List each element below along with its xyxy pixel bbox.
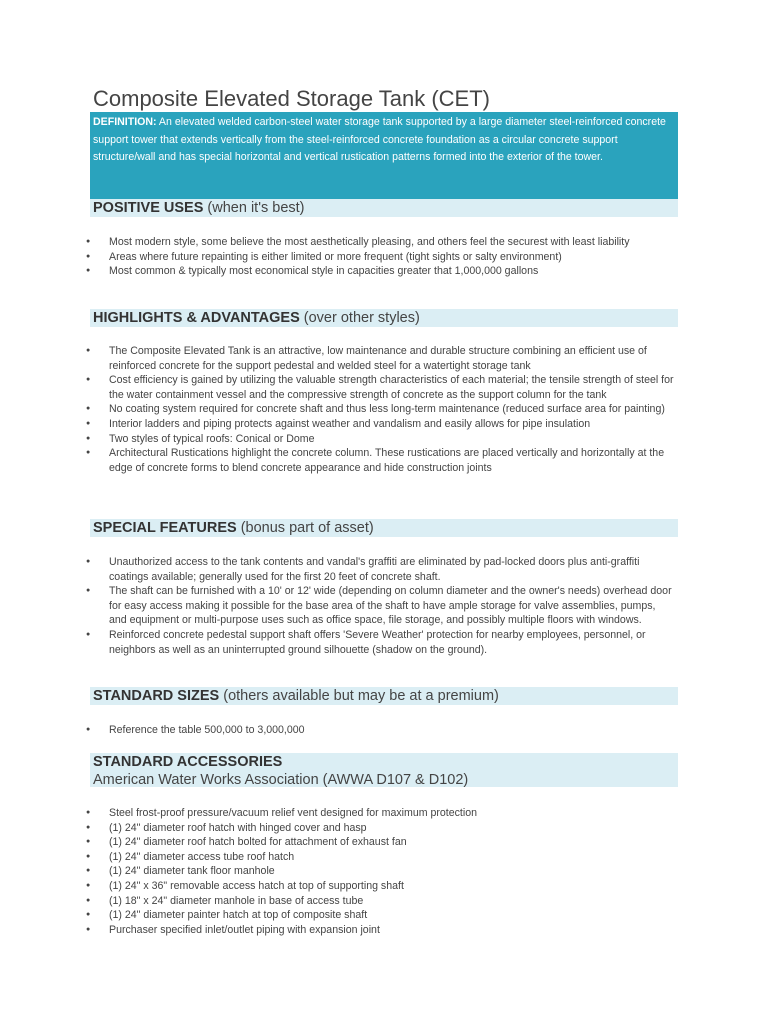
list-item: ● (1) 24" diameter roof hatch with hinged cover and hasp <box>86 821 676 836</box>
list-item: ● (1) 24" diameter painter hatch at top of composite shaft <box>86 908 676 923</box>
list-item: ● (1) 24" diameter access tube roof hatch <box>86 850 676 865</box>
list-item: ● Reference the table 500,000 to 3,000,000 <box>86 723 676 738</box>
section-subtitle: (over other styles) <box>299 310 420 326</box>
list-item: ● (1) 24" diameter roof hatch bolted for attachment of exhaust fan <box>86 835 676 850</box>
section-subtitle: (others available but may be at a premium) <box>219 688 499 704</box>
list-item: ● Reinforced concrete pedestal support shaft offers 'Severe Weather' protection for nearby employees, personnel, or neighbors as well as an uninterrupted ground silhouette (shadow on the ground). <box>86 628 676 657</box>
list-item: ● Unauthorized access to the tank contents and vandal's graffiti are eliminated by pad-locked doors plus anti-graffiti coatings available; generally used for the first 20 feet of concrete shaft. <box>86 555 676 584</box>
definition-label: DEFINITION: <box>93 116 157 128</box>
list-item: ● Most common & typically most economical style in capacities greater that 1,000,000 gallons <box>86 264 676 279</box>
list-item: ● Architectural Rustications highlight the concrete column. These rustications are placed vertically and horizontally at the edge of concrete forms to blend concrete appearance and hide construction joints <box>86 446 676 475</box>
list-item: ● The Composite Elevated Tank is an attractive, low maintenance and durable structure combining an efficient use of reinforced concrete for the support pedestal and welded steel for a watertight storage tank <box>86 344 676 373</box>
section-subtitle: American Water Works Association (AWWA D107 & D102) <box>93 772 469 788</box>
list-item: ● (1) 24" x 36" removable access hatch at top of supporting shaft <box>86 879 676 894</box>
section-heading-special-features <box>90 519 678 537</box>
standard-accessories-list <box>86 806 676 937</box>
section-subtitle: (when it's best) <box>203 200 305 216</box>
section-title: STANDARD SIZES <box>93 688 220 704</box>
section-heading-standard-sizes <box>90 687 678 705</box>
section-heading-positive-uses <box>90 199 678 217</box>
list-item: ● Cost efficiency is gained by utilizing the valuable strength characteristics of each material; the tensile strength of steel for the water containment vessel and the compressive strength of concrete as the support column for the tank <box>86 373 676 402</box>
section-title: STANDARD ACCESSORIES <box>93 754 283 770</box>
highlights-list <box>86 344 676 475</box>
section-subtitle: (bonus part of asset) <box>236 520 374 536</box>
list-item: ● Steel frost-proof pressure/vacuum relief vent designed for maximum protection <box>86 806 676 821</box>
list-item: ● Areas where future repainting is either limited or more frequent (tight sights or salty environment) <box>86 250 676 265</box>
list-item: ● Interior ladders and piping protects against weather and vandalism and easily allows for pipe insulation <box>86 417 676 432</box>
special-features-list <box>86 555 676 657</box>
section-title: POSITIVE USES <box>93 200 204 216</box>
list-item: ● Two styles of typical roofs: Conical or Dome <box>86 432 676 447</box>
positive-uses-list <box>86 235 676 279</box>
list-item: ● (1) 24" diameter tank floor manhole <box>86 864 676 879</box>
standard-sizes-list <box>86 723 676 738</box>
definition-box <box>90 112 678 200</box>
list-item: ● (1) 18" x 24" diameter manhole in base of access tube <box>86 894 676 909</box>
definition-text: An elevated welded carbon-steel water storage tank supported by a large diameter steel-reinforced concrete support tower that extends vertically from the steel-reinforced concrete foundation as a circular concrete support structure/wall and has special horizontal and vertical rustication patterns formed into the exterior of the tower. <box>93 116 666 163</box>
section-heading-highlights <box>90 309 678 327</box>
list-item: ● Most modern style, some believe the most aesthetically pleasing, and others feel the securest with least liability <box>86 235 676 250</box>
section-title: SPECIAL FEATURES <box>93 520 237 536</box>
section-heading-standard-accessories <box>90 753 678 787</box>
list-item: ● The shaft can be furnished with a 10' or 12' wide (depending on column diameter and the owner's needs) overhead door for easy access making it possible for the base area of the shaft to have ample storage for valve assemblies, pumps, and equipment or multi-purpose uses such as office space, file storage, and possibly multiple floors with windows. <box>86 584 676 628</box>
list-item: ● Purchaser specified inlet/outlet piping with expansion joint <box>86 923 676 938</box>
section-title: HIGHLIGHTS & ADVANTAGES <box>93 310 300 326</box>
page-title: Composite Elevated Storage Tank (CET) <box>93 86 490 111</box>
list-item: ● No coating system required for concrete shaft and thus less long-term maintenance (reduced surface area for painting) <box>86 402 676 417</box>
